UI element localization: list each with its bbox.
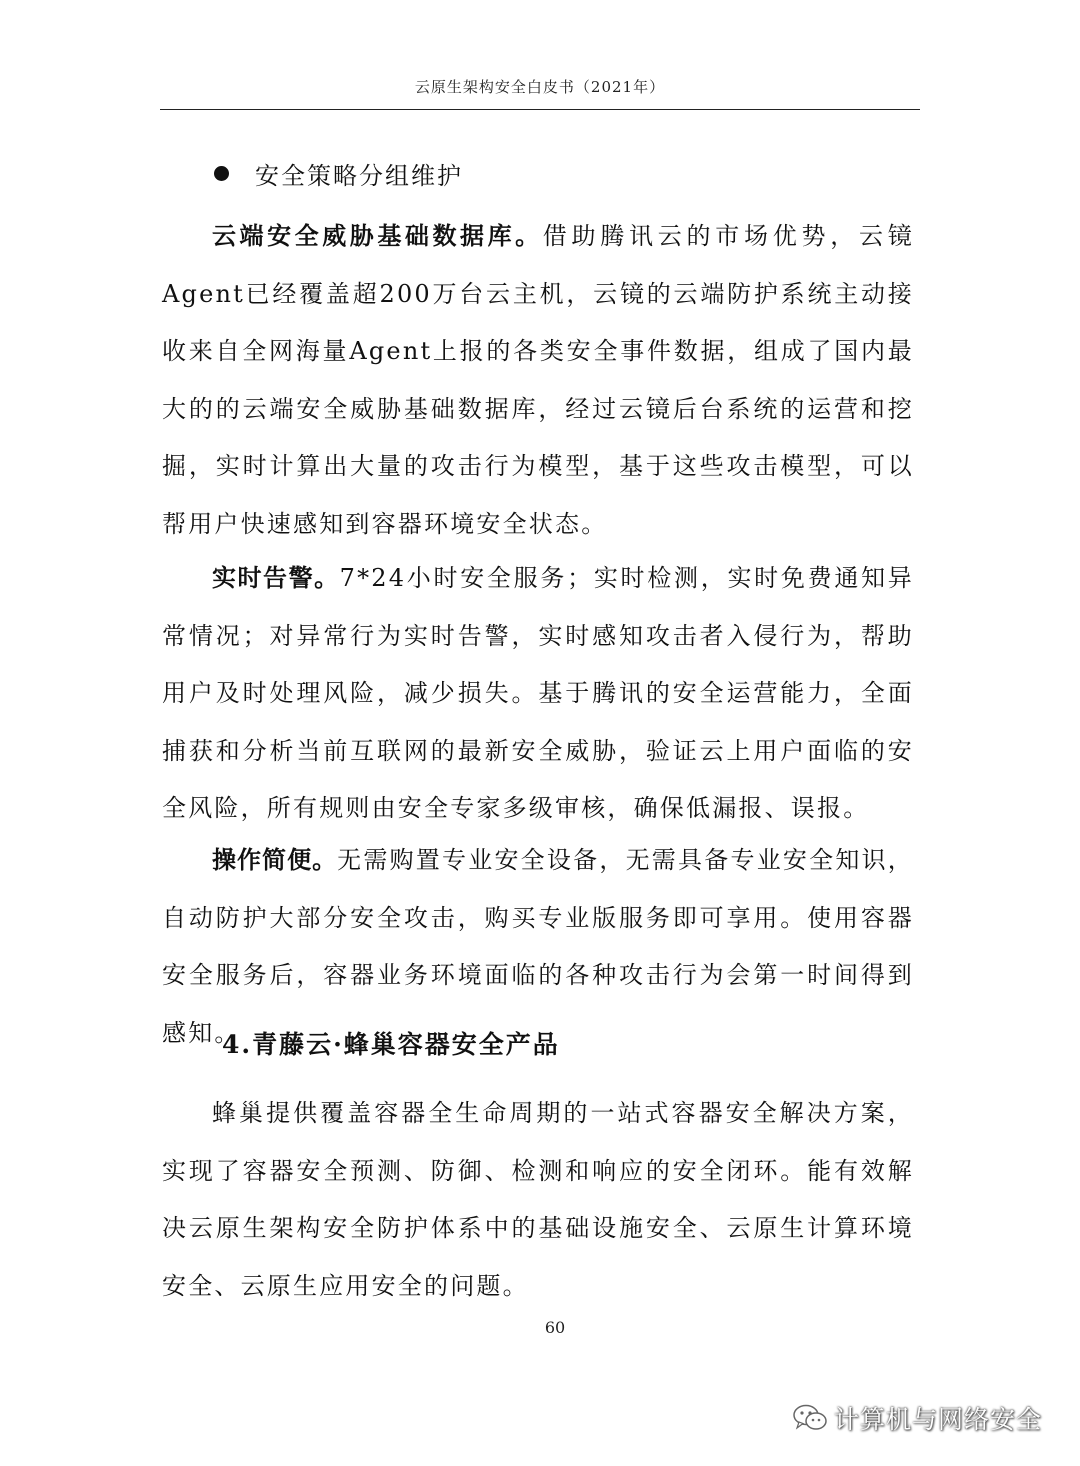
- paragraph-body: 7*24小时安全服务；实时检测，实时免费通知异常情况；对异常行为实时告警，实时感知攻击者入侵行为，帮助用户及时处理风险，减少损失。基于腾讯的安全运营能力，全面捕获和分析当前互联网的最新安全威胁，验证云上用户面临的安全风险，所有规则由安全专家多级审核，确保低漏报、误报。: [162, 564, 914, 823]
- paragraph-threat-database: [162, 208, 914, 554]
- bullet-item: [214, 156, 463, 191]
- paragraph-lead: 实时告警。: [212, 564, 340, 592]
- paragraph-body: 借助腾讯云的市场优势，云镜Agent已经覆盖超200万台云主机，云镜的云端防护系统主动接收来自全网海量Agent上报的各类安全事件数据，组成了国内最大的的云端安全威胁基础数据库，经过云镜后台系统的运营和挖掘，实时计算出大量的攻击行为模型，基于这些攻击模型，可以帮用户快速感知到容器环境安全状态。: [162, 222, 914, 538]
- section-heading: 4.青藤云·蜂巢容器安全产品: [222, 1030, 560, 1059]
- paragraph-hive-product: [162, 1085, 914, 1315]
- watermark-text: 计算机与网络安全: [834, 1405, 1043, 1434]
- header-divider: [160, 109, 920, 110]
- bullet-text: 安全策略分组维护: [255, 162, 463, 190]
- paragraph-realtime-alert: [162, 550, 914, 838]
- wechat-icon: [792, 1403, 828, 1433]
- page-header-title: 云原生架构安全白皮书（2021年）: [414, 78, 666, 96]
- paragraph-lead: 云端安全威胁基础数据库。: [212, 222, 543, 250]
- paragraph-lead: 操作简便。: [212, 846, 338, 874]
- page-number: 60: [544, 1318, 566, 1337]
- watermark: [792, 1400, 1042, 1436]
- bullet-dot-icon: [214, 166, 229, 181]
- paragraph-body: 蜂巢提供覆盖容器全生命周期的一站式容器安全解决方案，实现了容器安全预测、防御、检测和响应的安全闭环。能有效解决云原生架构安全防护体系中的基础设施安全、云原生计算环境安全、云原生应用安全的问题。: [162, 1099, 914, 1300]
- paragraph-body: 无需购置专业安全设备，无需具备专业安全知识，自动防护大部分安全攻击，购买专业版服务即可享用。使用容器安全服务后，容器业务环境面临的各种攻击行为会第一时间得到感知。: [162, 846, 915, 1047]
